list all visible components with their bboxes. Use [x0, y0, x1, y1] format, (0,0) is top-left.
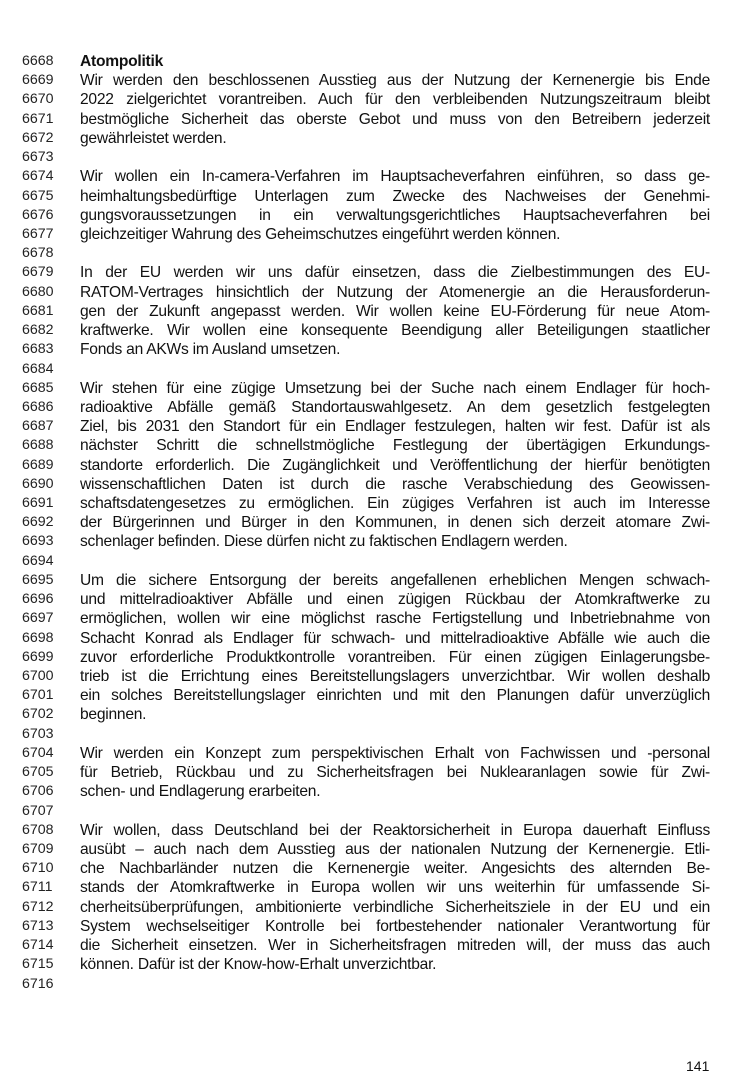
text-line	[0, 167, 750, 186]
line-text: heimhaltungsbedürftige Unterlagen zum Zwecke des Nachweises der Genehmi-	[80, 187, 710, 205]
line-number: 6680	[22, 283, 54, 300]
line-text: cherheitsüberprüfungen, ambitionierte verbindliche Sicherheitsziele in der EU und ein	[80, 898, 710, 916]
line-number: 6681	[22, 302, 54, 319]
line-number: 6689	[22, 456, 54, 473]
line-text: Wir werden ein Konzept zum perspektivischen Erhalt von Fachwissen und -personal	[80, 744, 710, 762]
line-text: bestmögliche Sicherheit das oberste Gebot und muss von den Betreibern jederzeit	[80, 110, 710, 128]
line-text: Um die sichere Entsorgung der bereits angefallenen erheblichen Mengen schwach-	[80, 571, 710, 589]
text-line	[0, 821, 750, 840]
line-text: In der EU werden wir uns dafür einsetzen, dass die Zielbestimmungen des EU-	[80, 264, 710, 282]
text-line	[0, 244, 750, 263]
line-text: der Bürgerinnen und Bürger in den Kommunen, in denen sich derzeit atomare Zwi-	[80, 514, 710, 532]
line-text: radioaktive Abfälle gemäß Standortauswahlgesetz. An dem gesetzlich festgelegten	[80, 398, 710, 416]
line-text: Ziel, bis 2031 den Standort für ein Endlager festzulegen, halten wir fest. Dafür ist als	[80, 418, 710, 436]
document-page	[0, 52, 750, 994]
text-line	[0, 340, 750, 359]
line-text: gewährleistet werden.	[80, 129, 227, 147]
line-text: ein solches Bereitstellungslager einrichten und mit den Planungen dafür unverzüglich	[80, 687, 710, 705]
line-text: und mittelradioaktiver Abfälle und einen zügigen Rückbau der Atomkraftwerke zu	[80, 591, 710, 609]
line-number: 6670	[22, 91, 54, 108]
line-number: 6707	[22, 802, 54, 819]
line-text: RATOM-Vertrages hinsichtlich der Nutzung der Atomenergie an die Herausforderun-	[80, 283, 710, 301]
text-line	[0, 360, 750, 379]
line-text: che Nachbarländer nutzen die Kernenergie weiter. Angesichts des alternden Be-	[80, 860, 710, 878]
text-line	[0, 955, 750, 974]
section-heading-row	[0, 52, 750, 71]
line-text: gleichzeitiger Wahrung des Geheimschutzes eingeführt werden können.	[80, 225, 561, 243]
line-text: Wir werden den beschlossenen Ausstieg aus der Nutzung der Kernenergie bis Ende	[80, 72, 710, 90]
line-number: 6674	[22, 168, 54, 185]
line-number: 6676	[22, 206, 54, 223]
line-number: 6693	[22, 533, 54, 550]
text-line	[0, 513, 750, 532]
text-line	[0, 398, 750, 417]
line-text: Wir wollen ein In-camera-Verfahren im Hauptsacheverfahren einführen, so dass ge-	[80, 168, 710, 186]
text-line	[0, 302, 750, 321]
line-number: 6678	[22, 245, 54, 262]
text-line	[0, 148, 750, 167]
text-line	[0, 898, 750, 917]
line-number: 6686	[22, 398, 54, 415]
line-number: 6688	[22, 437, 54, 454]
line-number: 6699	[22, 648, 54, 665]
text-line	[0, 936, 750, 955]
line-number: 6701	[22, 687, 54, 704]
text-line	[0, 590, 750, 609]
line-number: 6710	[22, 860, 54, 877]
line-text: schenlager befinden. Diese dürfen nicht zu faktischen Endlagern werden.	[80, 533, 568, 551]
line-number: 6712	[22, 898, 54, 915]
line-number: 6687	[22, 418, 54, 435]
line-number: 6682	[22, 322, 54, 339]
line-text: kraftwerke. Wir wollen eine konsequente Beendigung aller Beteiligungen staatlicher	[80, 322, 710, 340]
text-line	[0, 321, 750, 340]
text-line	[0, 129, 750, 148]
text-line	[0, 456, 750, 475]
line-number: 6713	[22, 917, 54, 934]
line-number: 6679	[22, 264, 54, 281]
text-line	[0, 417, 750, 436]
line-number: 6684	[22, 360, 54, 377]
text-line	[0, 648, 750, 667]
line-number: 6702	[22, 706, 54, 723]
text-line	[0, 917, 750, 936]
line-number: 6668	[22, 53, 54, 69]
line-number: 6703	[22, 725, 54, 742]
text-line	[0, 744, 750, 763]
line-text: zuvor erforderliche Produktkontrolle vorantreiben. Für einen zügigen Einlagerungsbe-	[80, 648, 710, 666]
line-number: 6696	[22, 591, 54, 608]
line-text: ausübt – auch nach dem Ausstieg aus der nationalen Nutzung der Kernenergie. Etli-	[80, 840, 710, 858]
text-line	[0, 705, 750, 724]
line-text: beginnen.	[80, 706, 147, 724]
text-line	[0, 263, 750, 282]
text-line	[0, 110, 750, 129]
line-number: 6708	[22, 821, 54, 838]
line-number: 6709	[22, 840, 54, 857]
line-text: gungsvoraussetzungen in ein verwaltungsgerichtliches Hauptsacheverfahren bei	[80, 206, 710, 224]
text-line	[0, 763, 750, 782]
line-number: 6692	[22, 514, 54, 531]
text-line	[0, 878, 750, 897]
page-number: 141	[686, 1058, 710, 1074]
line-number: 6711	[22, 879, 53, 896]
line-number: 6695	[22, 571, 54, 588]
line-number: 6672	[22, 129, 54, 146]
text-line	[0, 187, 750, 206]
text-line	[0, 859, 750, 878]
line-number: 6697	[22, 610, 54, 627]
line-text: trieb ist die Errichtung eines Bereitstellungslagers unverzichtbar. Wir wollen deshalb	[80, 668, 710, 685]
line-text: 2022 zielgerichtet vorantreiben. Auch für den verbleibenden Nutzungszeitraum bleibt	[80, 91, 710, 109]
line-text: Schacht Konrad als Endlager für schwach- und mittelradioaktive Abfälle wie auch die	[80, 629, 710, 647]
text-line	[0, 71, 750, 90]
line-number: 6698	[22, 629, 54, 646]
text-line	[0, 225, 750, 244]
text-line	[0, 571, 750, 590]
line-number: 6675	[22, 187, 54, 204]
line-text: stands der Atomkraftwerke in Europa wollen wir uns weiterhin für umfassende Si-	[80, 879, 710, 897]
text-line	[0, 840, 750, 859]
text-line	[0, 206, 750, 225]
text-line	[0, 725, 750, 744]
line-text: Wir wollen, dass Deutschland bei der Reaktorsicherheit in Europa dauerhaft Einfluss	[80, 821, 710, 839]
line-number: 6683	[22, 341, 54, 358]
line-text: gen der Zukunft angepasst werden. Wir wollen keine EU-Förderung für neue Atom-	[80, 302, 710, 320]
line-number: 6714	[22, 937, 54, 954]
section-heading: Atompolitik	[80, 53, 164, 70]
line-number: 6705	[22, 764, 54, 781]
text-line	[0, 609, 750, 628]
line-text: Fonds an AKWs im Ausland umsetzen.	[80, 341, 341, 359]
text-line	[0, 782, 750, 801]
line-number: 6694	[22, 552, 54, 569]
line-text: für Betrieb, Rückbau und zu Sicherheitsfragen bei Nuklearanlagen sowie für Zwi-	[80, 764, 710, 782]
text-line	[0, 90, 750, 109]
text-line	[0, 975, 750, 994]
line-number: 6673	[22, 149, 54, 166]
line-text: nächster Schritt die schnellstmögliche Festlegung der übertägigen Erkundungs-	[80, 437, 710, 455]
line-number: 6716	[22, 975, 54, 992]
text-line	[0, 436, 750, 455]
line-number: 6685	[22, 379, 54, 396]
line-text: wissenschaftlichen Daten ist durch die rasche Verabschiedung des Geowissen-	[80, 475, 710, 493]
line-number: 6669	[22, 72, 54, 89]
line-text: die Sicherheit einsetzen. Wer in Sicherheitsfragen mitreden will, der muss das auch	[80, 937, 710, 955]
line-text: schen- und Endlagerung erarbeiten.	[80, 783, 321, 801]
text-line	[0, 532, 750, 551]
text-line	[0, 379, 750, 398]
text-line	[0, 802, 750, 821]
line-text: System wechselseitiger Kontrolle bei fortbestehender nationaler Verantwortung für	[80, 917, 710, 935]
line-number: 6690	[22, 475, 54, 492]
line-number: 6715	[22, 956, 54, 973]
line-number: 6700	[22, 668, 54, 684]
text-line	[0, 552, 750, 571]
line-number: 6677	[22, 225, 54, 242]
line-text: können. Dafür ist der Know-how-Erhalt unverzichtbar.	[80, 956, 437, 974]
line-text: schaftsdatengesetzes zu ermöglichen. Ein zügiges Verfahren ist auch im Interesse	[80, 495, 710, 513]
line-text: Wir stehen für eine zügige Umsetzung bei der Suche nach einem Endlager für hoch-	[80, 379, 710, 397]
line-number: 6706	[22, 783, 54, 800]
text-line	[0, 629, 750, 648]
text-line	[0, 475, 750, 494]
text-line	[0, 283, 750, 302]
line-number: 6691	[22, 495, 54, 512]
text-line	[0, 667, 750, 686]
line-text: standorte erforderlich. Die Zugänglichkeit und Veröffentlichung der hierfür benötigten	[80, 456, 710, 474]
line-number: 6704	[22, 744, 54, 761]
line-text: ermöglichen, wollen wir eine möglichst rasche Fertigstellung und Inbetriebnahme von	[80, 610, 710, 628]
line-number: 6671	[22, 110, 54, 127]
text-line	[0, 686, 750, 705]
text-line	[0, 494, 750, 513]
